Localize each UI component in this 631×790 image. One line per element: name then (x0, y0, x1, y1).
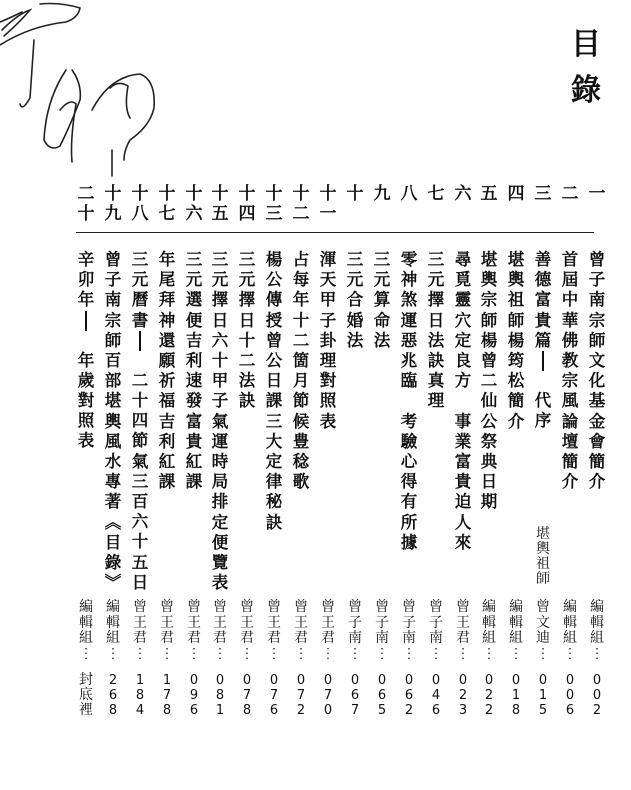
entry-title[interactable]: 堪 輿 宗 師 楊 曾 二 仙 公 祭 典 日 期 (480, 250, 498, 512)
leader-dots: ︙ (240, 647, 254, 663)
entry-page-number: 0 1 5 (538, 673, 548, 718)
leader-dots: ︙ (187, 647, 201, 663)
entry-author: 曾 王 君 (133, 599, 147, 646)
entry-author: 曾 王 君 (160, 599, 174, 646)
entry-title[interactable]: 占 每 年 十 二 箇 月 節 候 豊 稔 歌 (292, 250, 310, 492)
entry-author: 曾 王 君 (213, 599, 227, 646)
entry-page-number: 0 9 6 (189, 673, 199, 718)
entry-number: 十 二 (292, 184, 310, 224)
page-title (566, 22, 606, 114)
dash-rule (532, 351, 554, 391)
entry-number: 二 (561, 184, 579, 204)
leader-dots: ︙ (160, 647, 174, 663)
entry-number: 三 (534, 184, 552, 204)
leader-dots: ︙ (590, 647, 604, 663)
entry-title[interactable]: 辛 卯 年 年 歲 對 照 表 (75, 250, 97, 452)
entry-author: 編 輯 組 (563, 599, 577, 646)
leader-dots: ︙ (213, 647, 227, 663)
entry-page-number: 1 7 8 (162, 673, 172, 718)
entry-number: 十 三 (265, 184, 283, 224)
entry-page-number: 0 6 7 (350, 673, 360, 718)
entry-number: 八 (400, 184, 418, 204)
entry-title[interactable]: 堪 輿 祖 師 楊 筠 松 簡 介 (507, 250, 525, 431)
entry-number: 十 一 (319, 184, 337, 224)
entry-page-number: 0 7 2 (296, 673, 306, 718)
handwritten-annotation (0, 0, 200, 200)
dash-rule (75, 311, 97, 351)
entry-number: 十 四 (238, 184, 256, 224)
leader-dots: ︙ (536, 647, 550, 663)
entry-author: 曾 文 迪 (536, 599, 550, 646)
entry-author: 編 輯 組 (482, 599, 496, 646)
entry-number: 十 七 (158, 184, 176, 224)
entry-page-number: 0 4 6 (431, 673, 441, 718)
entry-title[interactable]: 三 元 擇 日 法 訣 真 理 (427, 250, 445, 411)
entry-author: 曾 子 南 (429, 599, 443, 646)
entry-title[interactable]: 善 德 富 貴 篇 代 序 (532, 250, 554, 431)
entry-page-number: 0 7 6 (269, 673, 279, 718)
leader-dots: ︙ (402, 647, 416, 663)
leader-dots: ︙ (348, 647, 362, 663)
entry-title[interactable]: 楊 公 傳 授 曾 公 日 課 三 大 定 律 秘 訣 (265, 250, 283, 532)
divider-rule (76, 232, 594, 233)
entry-page-number: 0 7 0 (323, 673, 333, 718)
leader-dots: ︙ (429, 647, 443, 663)
author-note: 堪 輿 祖 師 (536, 526, 550, 587)
entry-title[interactable]: 年 尾 拜 神 還 願 祈 福 吉 利 紅 課 (158, 250, 176, 492)
leader-dots: ︙ (133, 647, 147, 663)
entry-author: 曾 子 南 (402, 599, 416, 646)
entry-title[interactable]: 曾 子 南 宗 師 文 化 基 金 會 簡 介 (588, 250, 606, 492)
entry-author: 曾 子 南 (375, 599, 389, 646)
entry-title[interactable]: 三 元 擇 日 十 二 法 訣 (238, 250, 256, 411)
entry-number: 十 六 (185, 184, 203, 224)
entry-page-number: 0 6 5 (377, 673, 387, 718)
leader-dots: ︙ (456, 647, 470, 663)
entry-number: 二 十 (77, 184, 95, 224)
entry-number: 十 八 (131, 184, 149, 224)
dash-rule (129, 331, 151, 371)
leader-dots: ︙ (294, 647, 308, 663)
entry-page-number: 0 6 2 (404, 673, 414, 718)
entry-title[interactable]: 三 元 選 便 吉 利 速 發 富 貴 紅 課 (185, 250, 203, 492)
entry-page-number: 封 底 裡 (79, 672, 93, 718)
entry-author: 曾 王 君 (240, 599, 254, 646)
title-char-1: 目 (571, 27, 601, 62)
leader-dots: ︙ (509, 647, 523, 663)
entry-number: 十 (346, 184, 364, 204)
entry-title[interactable]: 三 元 擇 日 六 十 甲 子 氣 運 時 局 排 定 便 覽 表 (211, 250, 229, 593)
entry-title[interactable]: 三 元 合 婚 法 (346, 250, 364, 350)
entry-author: 曾 王 君 (321, 599, 335, 646)
entry-author: 編 輯 組 (106, 599, 120, 646)
entry-page-number: 0 2 2 (484, 673, 494, 718)
leader-dots: ︙ (321, 647, 335, 663)
leader-dots: ︙ (563, 647, 577, 663)
leader-dots: ︙ (79, 647, 93, 663)
leader-dots: ︙ (106, 647, 120, 663)
entry-author: 曾 王 君 (294, 599, 308, 646)
entry-author: 編 輯 組 (590, 599, 604, 646)
entry-author: 編 輯 組 (509, 599, 523, 646)
leader-dots: ︙ (375, 647, 389, 663)
entry-author: 曾 王 君 (456, 599, 470, 646)
entry-number: 五 (480, 184, 498, 204)
entry-number: 四 (507, 184, 525, 204)
entry-author: 編 輯 組 (79, 599, 93, 646)
entry-author: 曾 子 南 (348, 599, 362, 646)
entry-title[interactable]: 三 元 曆 書 二 十 四 節 氣 三 百 六 十 五 日 (129, 250, 151, 593)
entry-title[interactable]: 尋 覓 靈 穴 定 良 方 事 業 富 貴 迫 人 來 (454, 250, 472, 552)
entry-page-number: 0 8 1 (215, 673, 225, 718)
entry-number: 一 (588, 184, 606, 204)
entry-number: 十 五 (211, 184, 229, 224)
entry-page-number: 0 2 3 (458, 673, 468, 718)
entry-title[interactable]: 三 元 算 命 法 (373, 250, 391, 350)
entry-title[interactable]: 零 神 煞 運 惡 兆 臨 考 驗 心 得 有 所 據 (400, 250, 418, 552)
entry-number: 十 九 (104, 184, 122, 224)
entry-page-number: 0 7 8 (242, 673, 252, 718)
entry-page-number: 0 0 6 (565, 673, 575, 718)
entry-number: 九 (373, 184, 391, 204)
entry-title[interactable]: 首 屆 中 華 佛 教 宗 風 論 壇 簡 介 (561, 250, 579, 492)
leader-dots: ︙ (482, 647, 496, 663)
entry-page-number: 0 0 2 (592, 673, 602, 718)
entry-page-number: 2 6 8 (108, 673, 118, 718)
leader-dots: ︙ (267, 647, 281, 663)
entry-title[interactable]: 曾 子 南 宗 師 百 部 堪 輿 風 水 專 著 ︽ 目 錄 ︾ (104, 250, 122, 593)
entry-number: 七 (427, 184, 445, 204)
entry-author: 曾 王 君 (267, 599, 281, 646)
entry-page-number: 1 8 4 (135, 673, 145, 718)
entry-number: 六 (454, 184, 472, 204)
entry-title[interactable]: 渾 天 甲 子 卦 理 對 照 表 (319, 250, 337, 431)
entry-author: 曾 王 君 (187, 599, 201, 646)
title-char-2: 錄 (571, 73, 601, 108)
entry-page-number: 0 1 8 (511, 673, 521, 718)
